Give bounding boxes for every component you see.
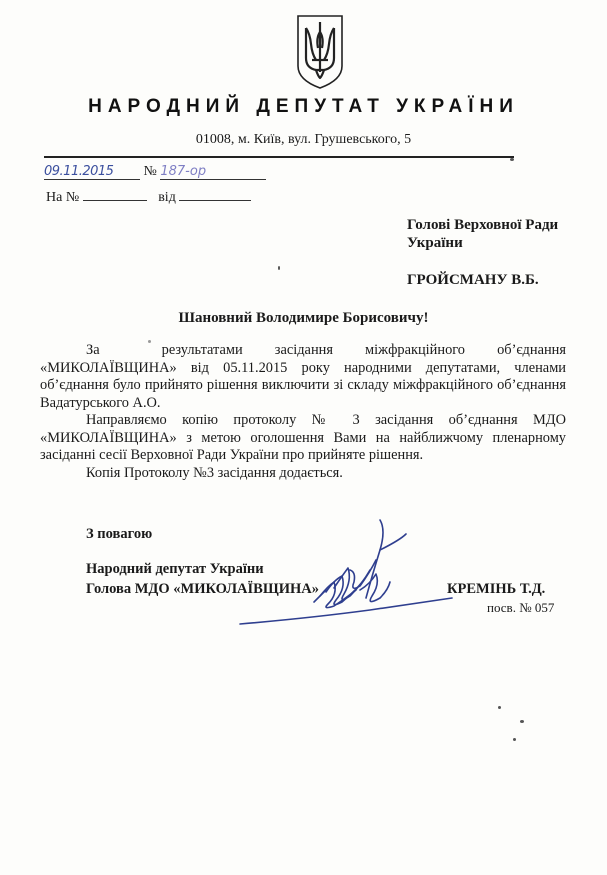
coat-of-arms-icon <box>294 14 346 90</box>
reference-number-label: На № <box>46 190 80 205</box>
letterhead-title: НАРОДНИЙ ДЕПУТАТ УКРАЇНИ <box>88 96 519 117</box>
body-paragraph-2-text: Направляємо копію протоколу № 3 засідання об’єднання МДО «МИКОЛАЇВЩИНА» з метою оголошення Вами на найближчому пленарному засіданні сесії Верховної Ради України про прийняте рішення. <box>40 412 566 463</box>
signer-title-line-1: Народний депутат України <box>86 561 264 577</box>
addressee-name: ГРОЙСМАНУ В.Б. <box>407 272 539 288</box>
signer-title-line-2: Голова МДО «МИКОЛАЇВЩИНА» <box>86 581 320 597</box>
body-paragraph-1-lead: За <box>86 342 100 358</box>
body-paragraph-1-text: результатами засідання міжфракційного об’єднання «МИКОЛАЇВЩИНА» від 05.11.2015 року народними депутатами, членами об’єднання було прийнято рішення виключити зі складу міжфракційного об’єднання Вадатурського А.О. <box>40 342 566 411</box>
letter-body <box>40 342 566 482</box>
addressee-position: Голові Верховної Ради України <box>407 217 559 251</box>
reference-date-blank <box>179 188 251 201</box>
reference-from-label: від <box>158 190 176 205</box>
closing-phrase: З повагою <box>86 526 153 542</box>
outgoing-registration <box>44 164 266 180</box>
letterhead-rule <box>44 156 514 158</box>
handwritten-signature <box>230 510 460 635</box>
body-paragraph-1 <box>40 342 566 412</box>
reference-number-blank <box>83 188 147 201</box>
signer-id: посв. № 057 <box>487 600 555 615</box>
body-paragraph-3-text: Копія Протоколу №3 засідання додається. <box>86 464 343 481</box>
outgoing-number-sign: № <box>143 164 157 179</box>
body-paragraph-2 <box>40 412 566 465</box>
body-paragraph-3 <box>40 465 566 483</box>
letterhead-address: 01008, м. Київ, вул. Грушевського, 5 <box>195 132 412 147</box>
outgoing-date: 09.11.2015 <box>44 164 140 180</box>
signer-name: КРЕМІНЬ Т.Д. <box>447 581 546 597</box>
salutation: Шановний Володимире Борисовичу! <box>178 310 429 326</box>
outgoing-number: 187-ор <box>160 164 266 180</box>
incoming-reference <box>46 188 251 206</box>
